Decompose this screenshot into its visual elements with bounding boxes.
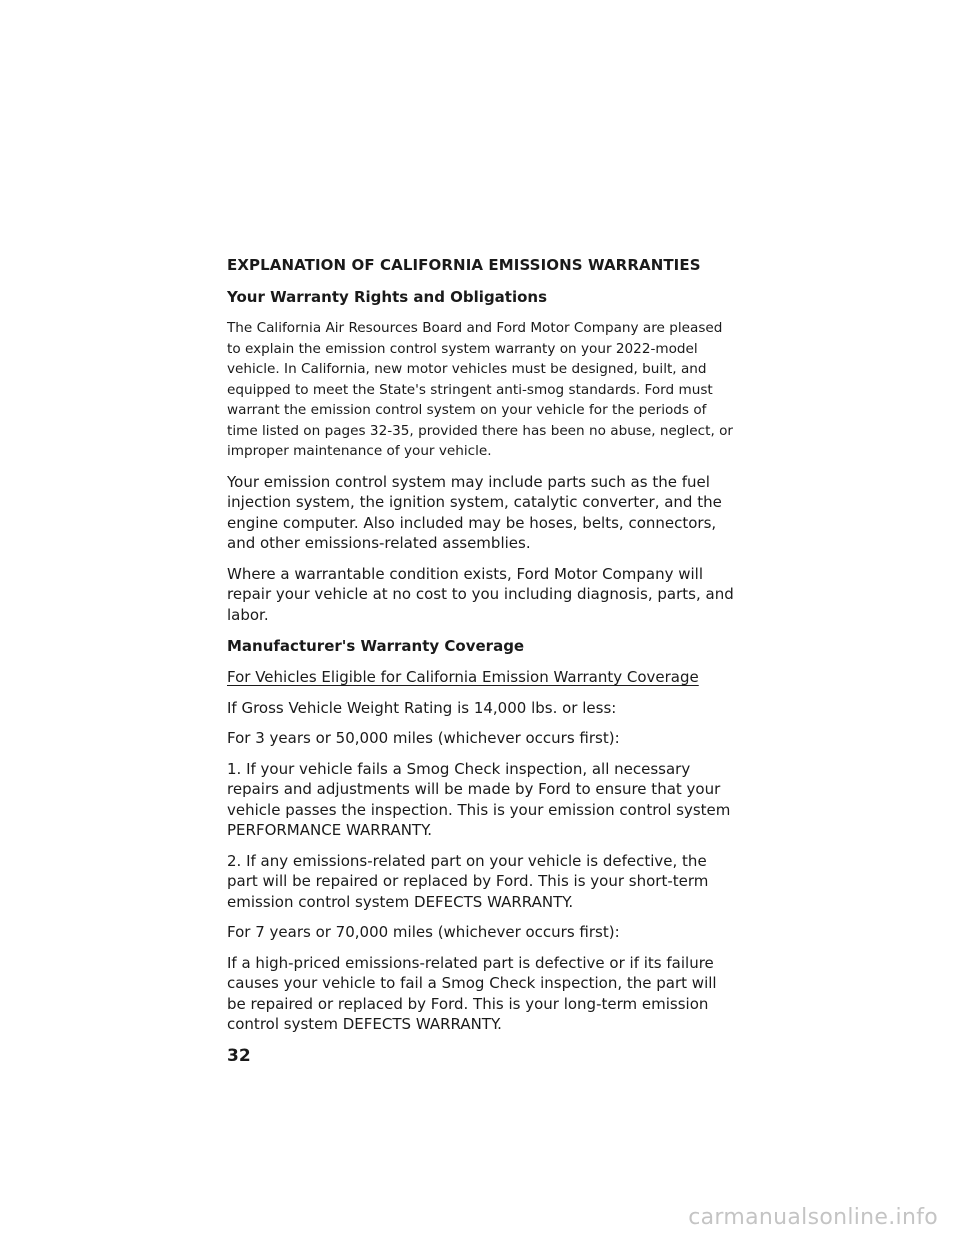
section-title: EXPLANATION OF CALIFORNIA EMISSIONS WARRANTIES	[227, 256, 701, 274]
intro-paragraph: The California Air Resources Board and Ford Motor Company are pleased to explain the emission control system warranty on your 2022-model vehicle. In California, new motor vehicles must be designed, built, and equipped to meet the State's stringent anti-smog standards. Ford must warrant the emission control system on your vehicle for the periods of time listed on pages 32-35, provided there has been no abuse, neglect, or improper maintenance of your vehicle.	[227, 320, 734, 459]
eligible-vehicles-heading: For Vehicles Eligible for California Emission Warranty Coverage	[227, 668, 699, 686]
gvwr-paragraph: If Gross Vehicle Weight Rating is 14,000 lbs. or less:	[227, 698, 617, 717]
period-7yr-paragraph: For 7 years or 70,000 miles (whichever occurs first):	[227, 923, 620, 941]
document-body	[227, 254, 739, 1067]
subheading-rights: Your Warranty Rights and Obligations	[227, 288, 548, 306]
long-term-defects-paragraph: If a high-priced emissions-related part is defective or if its failure causes your vehicle to fail a Smog Check inspection, the part will be repaired or replaced by Ford. This is your long-term emission control system DEFECTS WARRANTY.	[227, 953, 717, 1033]
subheading-coverage: Manufacturer's Warranty Coverage	[227, 637, 525, 655]
short-term-defects-item: 2. If any emissions-related part on your vehicle is defective, the part will be repaired or replaced by Ford. This is your short-term emission control system DEFECTS WARRANTY.	[227, 851, 709, 911]
performance-warranty-item: 1. If your vehicle fails a Smog Check inspection, all necessary repairs and adjustments will be made by Ford to ensure that your vehicle passes the inspection. This is your emission control system PERFORMANCE WARRANTY.	[227, 759, 731, 839]
page-number: 32	[227, 1045, 251, 1066]
period-3yr-paragraph: For 3 years or 50,000 miles (whichever occurs first):	[227, 729, 620, 747]
watermark: carmanualsonline.info	[688, 1205, 938, 1230]
parts-paragraph: Your emission control system may include parts such as the fuel injection system, the ignition system, catalytic converter, and the engine computer. Also included may be hoses, belts, connectors, and other emissions-related assemblies.	[227, 472, 722, 552]
repair-paragraph: Where a warrantable condition exists, Ford Motor Company will repair your vehicle at no cost to you including diagnosis, parts, and labor.	[227, 564, 734, 624]
